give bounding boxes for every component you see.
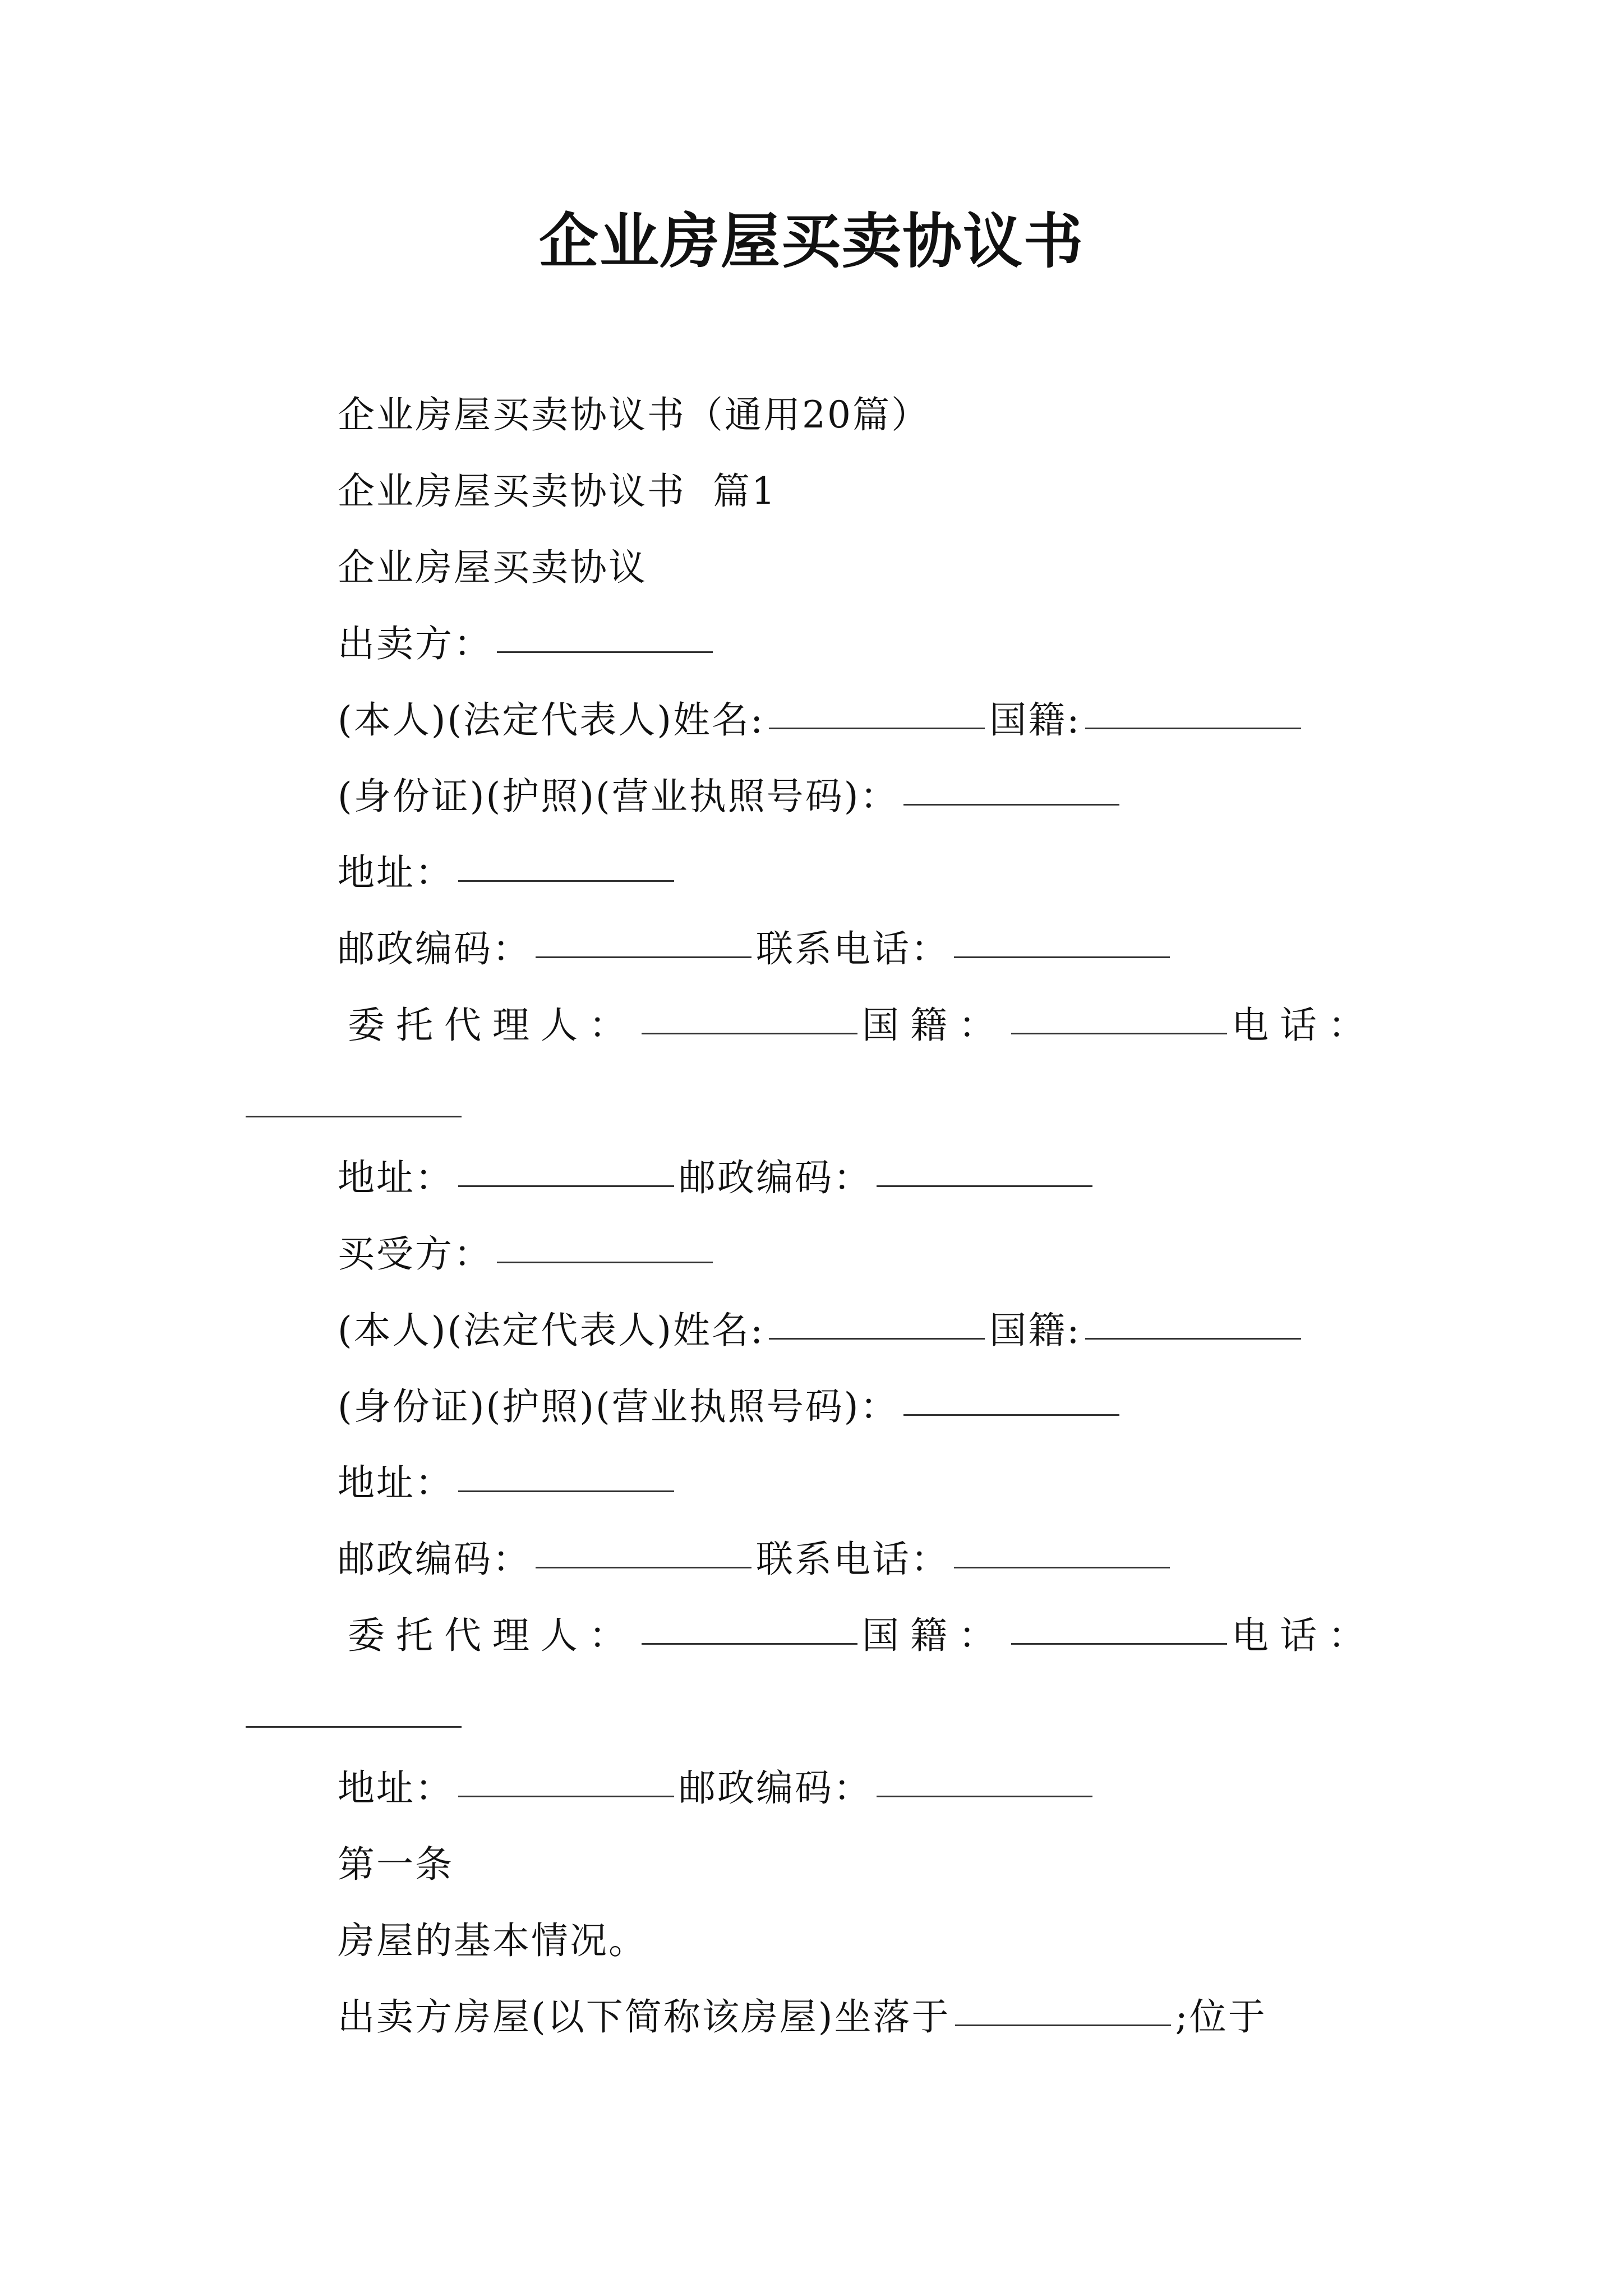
buyer-blank[interactable] (497, 1259, 713, 1263)
buyer-line (338, 1226, 717, 1282)
seller-agent-line (348, 997, 1376, 1053)
seller-agent-nationality-label: 国籍： (862, 1004, 1007, 1047)
buyer-agent-address-line (338, 1760, 1097, 1816)
buyer-address-blank[interactable] (458, 1488, 674, 1492)
buyer-agent-postcode-label: 邮政编码： (679, 1766, 872, 1810)
buyer-id-blank[interactable] (903, 1412, 1119, 1416)
seller-name-blank[interactable] (769, 725, 985, 729)
seller-postcode-blank[interactable] (536, 954, 751, 958)
seller-line (338, 616, 717, 672)
seller-agent-phone-blank[interactable] (246, 1114, 462, 1117)
seller-phone-label: 联系电话： (756, 927, 949, 970)
seller-blank[interactable] (497, 649, 713, 653)
seller-agent-postcode-blank[interactable] (877, 1183, 1092, 1187)
section-heading: 企业房屋买卖协议书 篇1 (338, 470, 777, 513)
seller-address-blank[interactable] (458, 878, 674, 882)
buyer-phone-blank[interactable] (954, 1565, 1170, 1568)
seller-postcode-label: 邮政编码： (338, 927, 531, 970)
buyer-agent-phone-label: 电话： (1232, 1614, 1376, 1657)
buyer-agent-phone-blank[interactable] (246, 1724, 462, 1728)
location-blank[interactable] (955, 2022, 1171, 2026)
buyer-name-blank[interactable] (769, 1336, 985, 1340)
buyer-agent-nationality-blank[interactable] (1011, 1641, 1227, 1645)
buyer-postcode-line (338, 1531, 1174, 1588)
seller-agent-phone-label: 电话： (1232, 1004, 1376, 1047)
seller-nationality-blank[interactable] (1085, 725, 1301, 729)
seller-label: 出卖方： (338, 622, 492, 665)
buyer-agent-postcode-blank[interactable] (877, 1793, 1092, 1797)
seller-agent-address-blank[interactable] (458, 1183, 674, 1187)
location-line (338, 1989, 1267, 2045)
buyer-id-line (338, 1379, 1124, 1435)
buyer-agent-address-blank[interactable] (458, 1793, 674, 1797)
buyer-nationality-label: 国籍: (989, 1309, 1081, 1352)
seller-agent-label: 委托代理人： (348, 1004, 637, 1047)
buyer-agent-line (348, 1608, 1376, 1664)
seller-agent-address-label: 地址： (338, 1156, 454, 1199)
seller-name-line (338, 692, 1306, 748)
seller-address-label: 地址： (338, 851, 454, 894)
buyer-agent-nationality-label: 国籍： (862, 1614, 1007, 1657)
seller-name-label: (本人)(法定代表人)姓名: (338, 698, 765, 742)
seller-agent-blank[interactable] (642, 1030, 857, 1034)
seller-agent-address-line (338, 1150, 1097, 1206)
buyer-name-label: (本人)(法定代表人)姓名: (338, 1309, 765, 1352)
buyer-phone-label: 联系电话： (756, 1538, 949, 1581)
buyer-agent-blank[interactable] (642, 1641, 857, 1645)
seller-phone-blank[interactable] (954, 954, 1170, 958)
seller-nationality-label: 国籍: (989, 698, 1081, 742)
seller-id-label: (身份证)(护照)(营业执照号码)： (338, 775, 899, 818)
seller-id-blank[interactable] (903, 802, 1119, 806)
location-suffix: ;位于 (1175, 1995, 1267, 2039)
buyer-nationality-blank[interactable] (1085, 1336, 1301, 1340)
buyer-postcode-blank[interactable] (536, 1565, 751, 1568)
agreement-heading: 企业房屋买卖协议 (338, 546, 647, 589)
buyer-address-line (338, 1455, 679, 1511)
seller-id-line (338, 769, 1124, 825)
buyer-agent-address-label: 地址： (338, 1766, 454, 1810)
buyer-address-label: 地址： (338, 1461, 454, 1504)
seller-address-line (338, 845, 679, 901)
seller-agent-postcode-label: 邮政编码： (679, 1156, 872, 1199)
location-label: 出卖方房屋(以下简称该房屋)坐落于 (338, 1995, 951, 2039)
buyer-agent-label: 委托代理人： (348, 1614, 637, 1657)
seller-postcode-line (338, 921, 1174, 977)
buyer-name-line (338, 1303, 1306, 1359)
buyer-label: 买受方： (338, 1232, 492, 1276)
document-title: 企业房屋买卖协议书 (539, 206, 1084, 276)
buyer-id-label: (身份证)(护照)(营业执照号码)： (338, 1385, 899, 1428)
buyer-postcode-label: 邮政编码： (338, 1538, 531, 1581)
seller-agent-nationality-blank[interactable] (1011, 1030, 1227, 1034)
subtitle-line: 企业房屋买卖协议书（通用20篇） (338, 393, 930, 436)
article-one-heading: 第一条 (338, 1843, 454, 1886)
basic-info-heading: 房屋的基本情况。 (338, 1919, 647, 1962)
